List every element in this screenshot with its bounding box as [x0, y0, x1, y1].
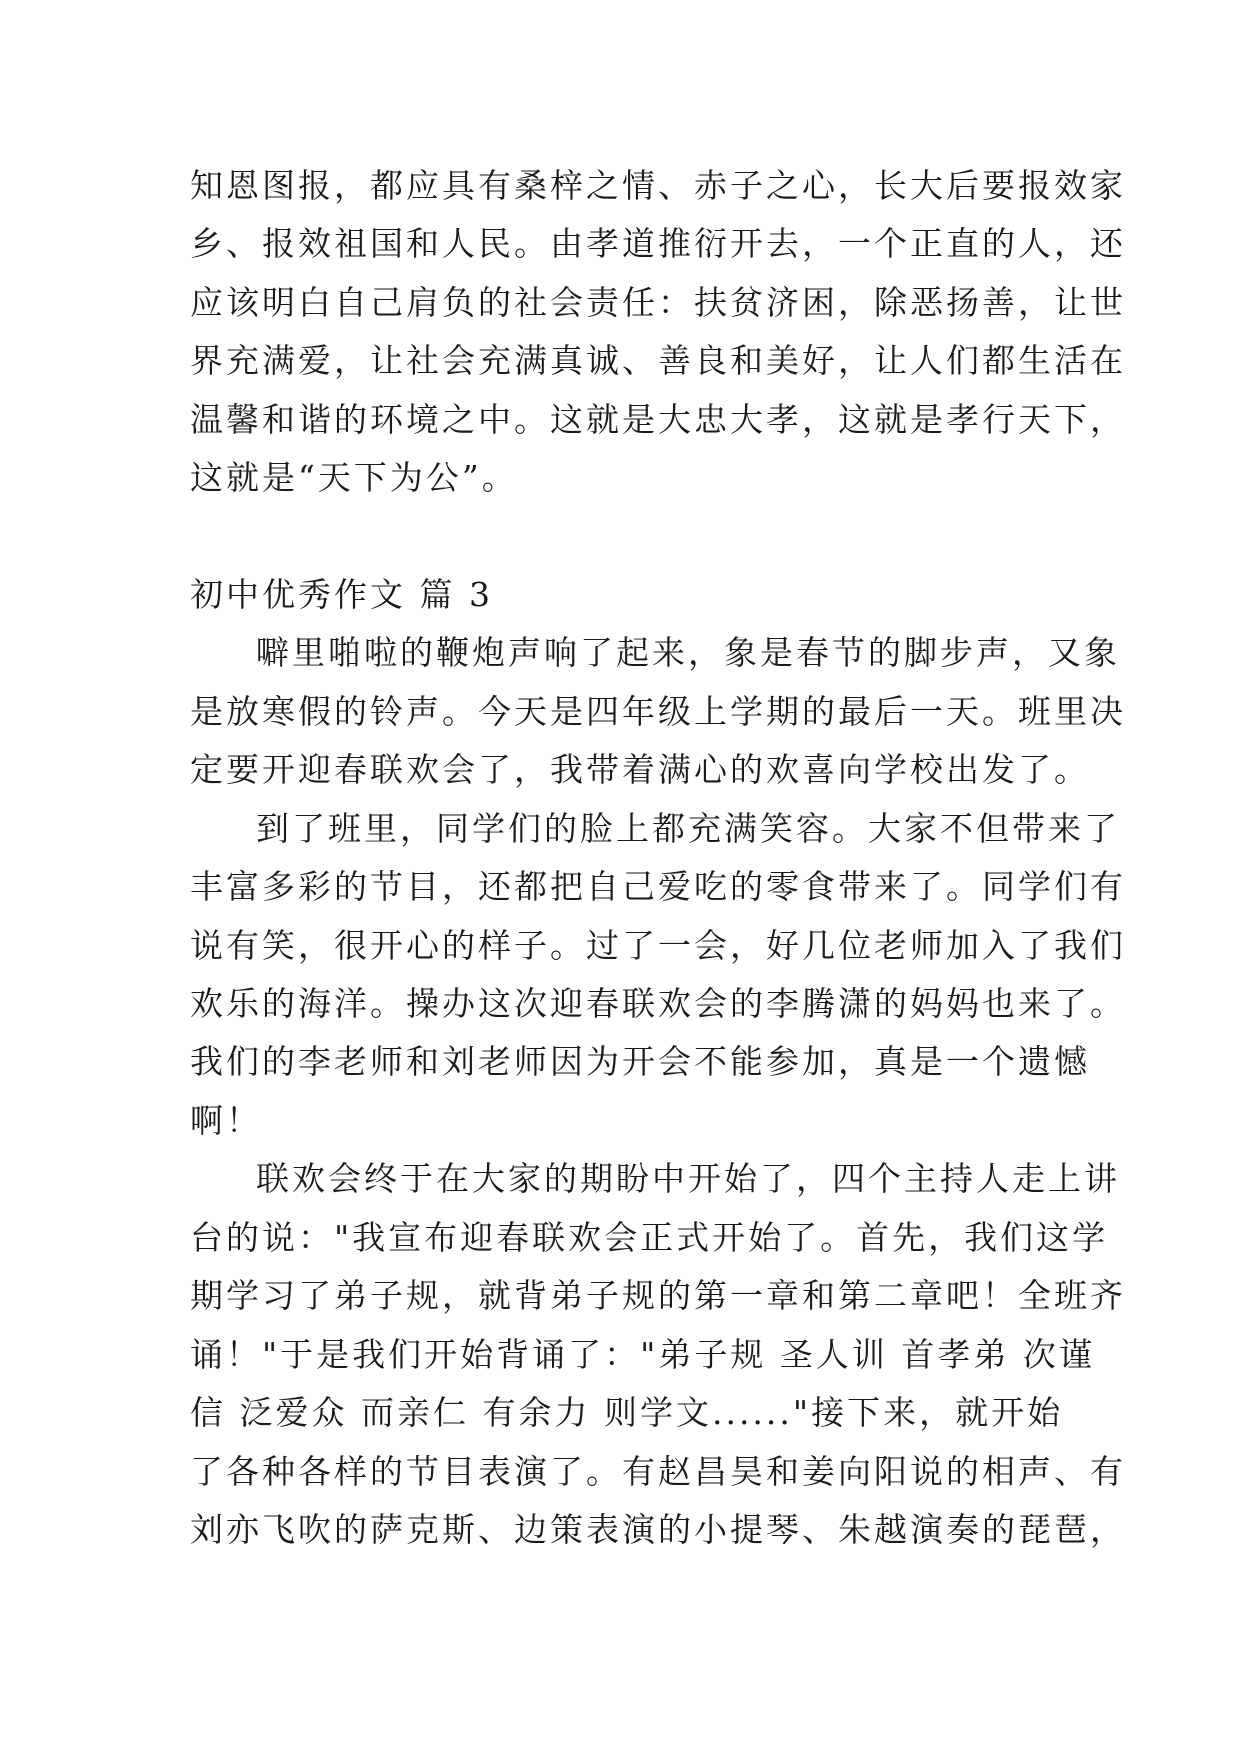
text-line: 界充满爱，让社会充满真诚、善良和美好，让人们都生活在	[190, 341, 1126, 380]
text-line: 定要开迎春联欢会了，我带着满心的欢喜向学校出发了。	[190, 750, 1090, 789]
section-heading: 初中优秀作文 篇 3	[190, 575, 493, 614]
text-line: 联欢会终于在大家的期盼中开始了，四个主持人走上讲	[256, 1159, 1120, 1198]
text-line: 啊！	[190, 1101, 262, 1140]
text-line: 丰富多彩的节目，还都把自己爱吃的零食带来了。同学们有	[190, 867, 1126, 906]
text-line: 噼里啪啦的鞭炮声响了起来，象是春节的脚步声，又象	[256, 633, 1120, 672]
text-line: 应该明白自己肩负的社会责任：扶贫济困，除恶扬善，让世	[190, 283, 1126, 322]
text-line: 到了班里，同学们的脸上都充满笑容。大家不但带来了	[256, 809, 1120, 848]
text-line: 我们的李老师和刘老师因为开会不能参加，真是一个遗憾	[190, 1042, 1090, 1081]
text-line: 期学习了弟子规，就背弟子规的第一章和第二章吧！全班齐	[190, 1276, 1126, 1315]
text-line: 诵！"于是我们开始背诵了："弟子规 圣人训 首孝弟 次谨	[190, 1335, 1095, 1374]
text-line: 乡、报效祖国和人民。由孝道推衍开去，一个正直的人，还	[190, 224, 1126, 263]
text-line: 了各种各样的节目表演了。有赵昌昊和姜向阳说的相声、有	[190, 1452, 1126, 1491]
text-line: 知恩图报，都应具有桑梓之情、赤子之心，长大后要报效家	[190, 166, 1126, 205]
text-line: 是放寒假的铃声。今天是四年级上学期的最后一天。班里决	[190, 692, 1126, 731]
text-line: 刘亦飞吹的萨克斯、边策表演的小提琴、朱越演奏的琵琶，	[190, 1510, 1126, 1549]
text-line: 说有笑，很开心的样子。过了一会，好几位老师加入了我们	[190, 926, 1126, 965]
text-line: 这就是“天下为公”。	[190, 458, 518, 497]
text-line: 信 泛爱众 而亲仁 有余力 则学文......"接下来，就开始	[190, 1393, 1064, 1432]
text-line: 台的说："我宣布迎春联欢会正式开始了。首先，我们这学	[190, 1218, 1109, 1257]
text-line: 温馨和谐的环境之中。这就是大忠大孝，这就是孝行天下，	[190, 400, 1126, 439]
text-line: 欢乐的海洋。操办这次迎春联欢会的李腾潇的妈妈也来了。	[190, 984, 1126, 1023]
